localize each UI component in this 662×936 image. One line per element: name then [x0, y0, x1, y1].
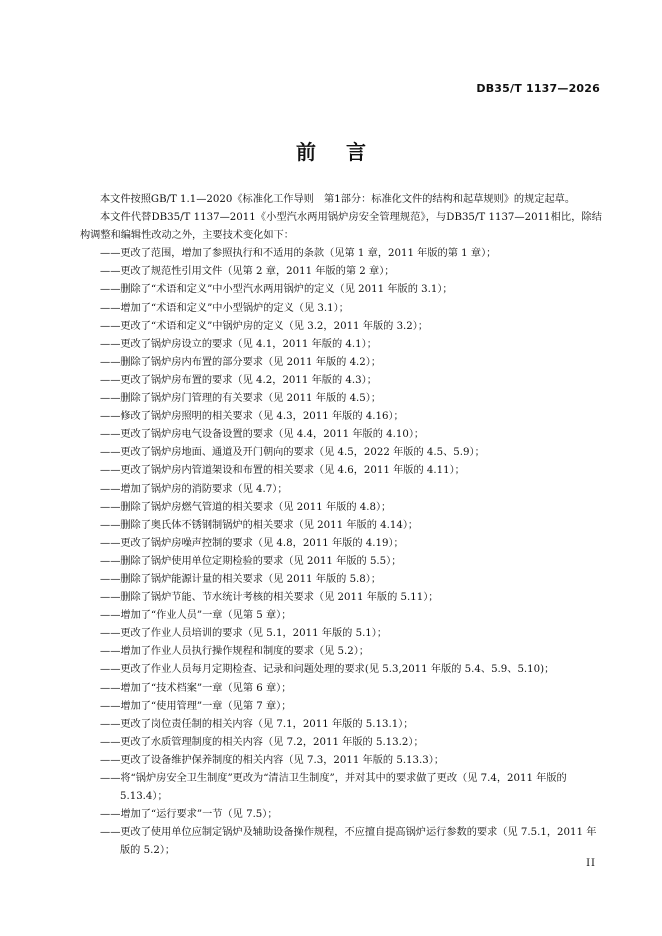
page-title: 前言 [296, 140, 396, 164]
list-item: ——删除了锅炉房内布置的部分要求（见 2011 年版的 4.2）； [100, 356, 382, 368]
list-item: ——增加了锅炉房的消防要求（见 4.7）； [100, 483, 288, 495]
list-item: ——修改了锅炉房照明的相关要求（见 4.3，2011 年版的 4.16）； [100, 411, 404, 423]
list-item: ——更改了锅炉房地面、通道及开门朝向的要求（见 4.5，2022 年版的 4.5、5.9）； [100, 447, 485, 459]
document-code: DB35/T 1137—2026 [476, 82, 600, 95]
list-item: ——更改了作业人员每月定期检查、记录和问题处理的要求(见 5.3,2011 年版的 5.4、5.9、5.10)； [100, 664, 555, 676]
list-item: ——增加了作业人员执行操作规程和制度的要求（见 5.2）； [100, 646, 370, 658]
list-item: ——更改了锅炉房设立的要求（见 4.1，2011 年版的 4.1）； [100, 338, 377, 350]
list-item: ——增加了“使用管理”一章（见第 7 章）； [100, 700, 292, 712]
list-item: ——更改了岗位责任制的相关内容（见 7.1，2011 年版的 5.13.1）； [100, 718, 414, 730]
list-item: ——更改了锅炉房电气设备设置的要求（见 4.4，2011 年版的 4.10）； [100, 429, 425, 441]
page-number: II [586, 858, 596, 869]
list-item: ——删除了锅炉房燃气管道的相关要求（见 2011 年版的 4.8）； [100, 501, 392, 513]
list-item: ——更改了水质管理制度的相关内容（见 7.2，2011 年版的 5.13.2）； [100, 736, 424, 748]
list-item: ——更改了锅炉房内管道架设和布置的相关要求（见 4.6，2011 年版的 4.11）； [100, 465, 465, 477]
list-item: ——更改了锅炉房布置的要求（见 4.2，2011 年版的 4.3）； [100, 374, 377, 386]
list-item: ——更改了“术语和定义”中锅炉房的定义（见 3.2，2011 年版的 3.2）； [100, 320, 429, 332]
list-item: ——将“锅炉房安全卫生制度”更改为“清洁卫生制度”，并对其中的要求做了更改（见 7.4，2011 年版的 5.13.4）； [100, 773, 567, 803]
list-item: ——更改了使用单位应制定锅炉及辅助设备操作规程，不应擅自提高锅炉运行参数的要求（见 7.5.1，2011 年版的 5.2）； [100, 827, 597, 857]
paragraph: 本文件按照GB/T 1.1—2020《标准化工作导则 第1部分：标准化文件的结构和起草规则》的规定起草。 [100, 194, 576, 205]
list-item: ——更改了作业人员培训的要求（见 5.1，2011 年版的 5.1）； [100, 628, 388, 640]
list-item: ——删除了锅炉能源计量的相关要求（见 2011 年版的 5.8）； [100, 573, 382, 585]
document-body [80, 191, 602, 860]
changes-list [80, 245, 602, 860]
list-item: ——增加了“技术档案”一章（见第 6 章）； [100, 682, 292, 694]
list-item: ——更改了锅炉房噪声控制的要求（见 4.8，2011 年版的 4.19）； [100, 537, 404, 549]
list-item: ——增加了“术语和定义”中小型锅炉的定义（见 3.1）； [100, 302, 349, 314]
list-item: ——更改了规范性引用文件（见第 2 章，2011 年版的第 2 章）； [100, 266, 395, 278]
list-item: ——更改了范围，增加了参照执行和不适用的条款（见第 1 章，2011 年版的第 1 章）； [100, 248, 497, 260]
list-item: ——删除了奥氏体不锈钢制锅炉的相关要求（见 2011 年版的 4.14）； [100, 519, 419, 531]
list-item: ——更改了设备维护保养制度的相关内容（见 7.3，2011 年版的 5.13.3）； [100, 754, 445, 766]
list-item: ——增加了“作业人员”一章（见第 5 章）； [100, 610, 292, 622]
list-item: ——删除了“术语和定义”中小型汽水两用锅炉的定义（见 2011 年版的 3.1）； [100, 284, 453, 296]
list-item: ——删除了锅炉房门管理的有关要求（见 2011 年版的 4.5）； [100, 393, 382, 405]
list-item: ——删除了锅炉使用单位定期检验的要求（见 2011 年版的 5.5）； [100, 555, 402, 567]
list-item: ——增加了“运行要求”一节（见 7.5）； [100, 809, 278, 821]
list-item: ——删除了锅炉节能、节水统计考核的相关要求（见 2011 年版的 5.11）； [100, 592, 439, 604]
paragraph: 本文件代替DB35/T 1137—2011《小型汽水两用锅炉房安全管理规范》，与DB35/T 1137—2011相比，除结构调整和编辑性改动之外，主要技术变化如下： [80, 212, 602, 242]
